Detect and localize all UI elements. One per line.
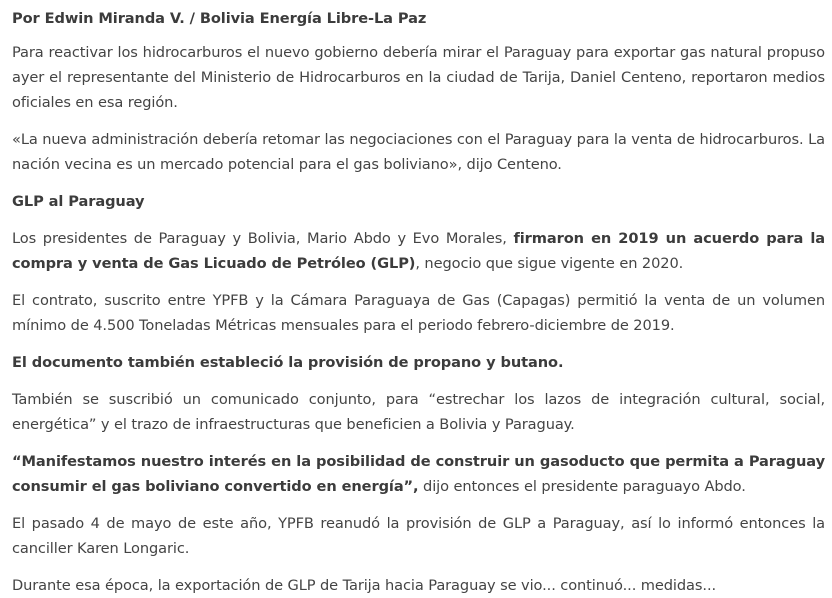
article-body	[12, 0, 825, 597]
agreement-text-bold: firmaron en 2019 un acuerdo para la compra y venta de Gas Licuado de Petróleo (GLP)	[12, 230, 825, 272]
paragraph-gas-pipeline-quote	[12, 449, 825, 499]
agreement-text-end: , negocio que sigue vigente en 2020.	[415, 255, 684, 272]
byline	[12, 6, 825, 31]
pipeline-quote-bold: “Manifestamos nuestro interés en la posibilidad de construir un gasoducto que permita a Paraguay consumir el gas boliviano convertido en energía”,	[12, 453, 825, 495]
paragraph-joint-statement: También se suscribió un comunicado conjunto, para “estrechar los lazos de integración cultural, social, energética” y el trazo de infraestructuras que beneficien a Bolivia y Paraguay.	[12, 391, 825, 433]
byline-text: Por Edwin Miranda V. / Bolivia Energía Libre-La Paz	[12, 10, 427, 27]
subheading-text: GLP al Paraguay	[12, 193, 145, 210]
pipeline-quote-end: dijo entonces el presidente paraguayo Abdo.	[418, 478, 746, 495]
paragraph-partial: Durante esa época, la exportación de GLP de Tarija hacia Paraguay se vio... continuó... medidas...	[12, 577, 717, 594]
paragraph-propane-butane	[12, 350, 825, 375]
paragraph-contract: El contrato, suscrito entre YPFB y la Cámara Paraguaya de Gas (Capagas) permitió la venta de un volumen mínimo de 4.500 Toneladas Métricas mensuales para el periodo febrero-diciembre de 2019.	[12, 292, 825, 334]
paragraph-agreement	[12, 226, 825, 276]
paragraph-quote-centeno: «La nueva administración debería retomar las negociaciones con el Paraguay para la venta de hidrocarburos. La nación vecina es un mercado potencial para el gas boliviano», dijo Centeno.	[12, 131, 825, 173]
propane-butane-text: El documento también estableció la provisión de propano y butano.	[12, 354, 564, 371]
agreement-text-start: Los presidentes de Paraguay y Bolivia, Mario Abdo y Evo Morales,	[12, 230, 514, 247]
paragraph-intro: Para reactivar los hidrocarburos el nuevo gobierno debería mirar el Paraguay para exportar gas natural propuso ayer el representante del Ministerio de Hidrocarburos en la ciudad de Tarija, Daniel Centeno, reportaron medios oficiales en esa región.	[12, 44, 825, 111]
paragraph-may-resumption: El pasado 4 de mayo de este año, YPFB reanudó la provisión de GLP a Paraguay, así lo informó entonces la canciller Karen Longaric.	[12, 515, 825, 557]
section-subheading	[12, 189, 825, 214]
